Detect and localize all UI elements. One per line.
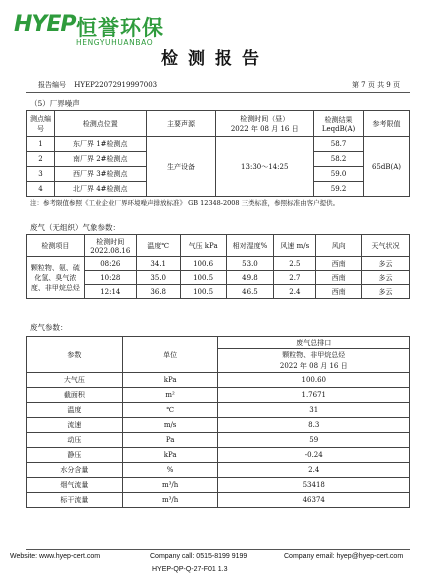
gas-cell: 烟气流量	[27, 478, 123, 493]
footer-phone: Company call: 0515-8199 9199	[150, 553, 248, 560]
weather-header: 相对湿度%	[226, 235, 274, 257]
noise-heading: （5）厂界噪声	[30, 99, 80, 108]
gas-cell: 31	[218, 403, 410, 418]
gas-cell: 100.60	[218, 373, 410, 388]
weather-header: 风向	[316, 235, 362, 257]
gas-heading: 废气参数：	[30, 323, 68, 332]
footer-website: Website: www.hyep-cert.com	[10, 553, 101, 560]
weather-header: 天气状况	[362, 235, 410, 257]
gas-cell: ℃	[122, 403, 218, 418]
gas-cell: Pa	[122, 433, 218, 448]
gas-cell: 2.4	[218, 463, 410, 478]
gas-cell: 8.3	[218, 418, 410, 433]
gas-cell: 流速	[27, 418, 123, 433]
gas-cell: kPa	[122, 448, 218, 463]
noise-cell: 59.2	[314, 182, 364, 197]
gas-header-param: 参数	[27, 337, 123, 373]
gas-cell: 标干流量	[27, 493, 123, 508]
weather-cell: 多云	[362, 285, 410, 299]
gas-cell: -0.24	[218, 448, 410, 463]
gas-cell: 水分含量	[27, 463, 123, 478]
gas-cell: m³/h	[122, 493, 218, 508]
gas-cell: 59	[218, 433, 410, 448]
noise-header-result: 检测结果 LeqdB(A)	[314, 111, 364, 137]
noise-cell: 北厂界 4#检测点	[54, 182, 146, 197]
weather-cell: 2.5	[274, 257, 316, 271]
page-number: 第 7 页 共 9 页	[351, 81, 400, 89]
noise-cell: 3	[27, 167, 55, 182]
logo-pinyin: HENGYUHUANBAO	[76, 38, 154, 47]
gas-cell: m³/h	[122, 478, 218, 493]
noise-cell: 西厂界 3#检测点	[54, 167, 146, 182]
weather-cell: 12:14	[84, 285, 136, 299]
weather-cell: 2.7	[274, 271, 316, 285]
gas-date: 2022 年 08 月 16 日	[218, 361, 410, 373]
weather-cell: 多云	[362, 271, 410, 285]
gas-cell: 53418	[218, 478, 410, 493]
footer-email: Company email: hyep@hyep-cert.com	[284, 553, 404, 560]
weather-header: 温度℃	[136, 235, 180, 257]
gas-cell: m²	[122, 388, 218, 403]
footer-form-code: HYEP-QP-Q-27-F01 1.3	[152, 566, 228, 573]
noise-header-limit: 参考限值	[364, 111, 410, 137]
gas-cell: 截面积	[27, 388, 123, 403]
weather-cell: 49.8	[226, 271, 274, 285]
weather-item: 颗粒物、氨、硫化氢、臭气浓度、非甲烷总烃	[27, 257, 85, 299]
header-rule	[26, 92, 410, 93]
page-title: 检测报告	[161, 49, 269, 69]
noise-cell: 59.0	[314, 167, 364, 182]
footer-rule	[26, 549, 410, 550]
weather-cell: 53.0	[226, 257, 274, 271]
report-no-label: 报告编号	[38, 81, 66, 89]
noise-cell: 58.2	[314, 152, 364, 167]
gas-cell: %	[122, 463, 218, 478]
noise-source: 生产设备	[146, 137, 216, 197]
weather-header: 检测项目	[27, 235, 85, 257]
weather-cell: 08:26	[84, 257, 136, 271]
noise-header-source: 主要声源	[146, 111, 216, 137]
weather-heading: 废气（无组织）气象参数：	[30, 223, 120, 232]
weather-header: 气压 kPa	[180, 235, 226, 257]
gas-cell: 大气压	[27, 373, 123, 388]
report-header	[26, 80, 410, 90]
noise-table	[26, 110, 410, 197]
gas-header-unit: 单位	[122, 337, 218, 373]
weather-cell: 多云	[362, 257, 410, 271]
gas-cell: 46374	[218, 493, 410, 508]
weather-cell: 100.6	[180, 257, 226, 271]
noise-header-location: 检测点位置	[54, 111, 146, 137]
weather-cell: 35.0	[136, 271, 180, 285]
noise-cell: 南厂界 2#检测点	[54, 152, 146, 167]
noise-cell: 58.7	[314, 137, 364, 152]
weather-cell: 46.5	[226, 285, 274, 299]
gas-cell: kPa	[122, 373, 218, 388]
logo-mark: HYEP	[14, 12, 76, 37]
weather-cell: 西南	[316, 271, 362, 285]
logo-chinese-name: 恒誉环保	[76, 16, 164, 40]
gas-cell: 1.7671	[218, 388, 410, 403]
gas-table	[26, 336, 410, 508]
gas-outlet: 废气总排口	[218, 337, 410, 349]
gas-cell: 温度	[27, 403, 123, 418]
weather-cell: 2.4	[274, 285, 316, 299]
weather-header: 检测时间 2022.08.16	[84, 235, 136, 257]
gas-cell: 静压	[27, 448, 123, 463]
weather-cell: 10:28	[84, 271, 136, 285]
noise-note: 注：参考限值参照《工业企业厂界环境噪声排放标准》 GB 12348-2008 三类标准，参照标准由客户提供。	[30, 199, 340, 207]
noise-header-time: 检测时间（昼） 2022 年 08 月 16 日	[216, 111, 314, 137]
gas-cell: m/s	[122, 418, 218, 433]
weather-cell: 西南	[316, 285, 362, 299]
gas-cell: 动压	[27, 433, 123, 448]
noise-limit: 65dB(A)	[364, 137, 410, 197]
noise-cell: 2	[27, 152, 55, 167]
noise-cell: 东厂界 1#检测点	[54, 137, 146, 152]
noise-cell: 4	[27, 182, 55, 197]
report-no: HYEP22072919997003	[74, 81, 158, 89]
weather-cell: 西南	[316, 257, 362, 271]
noise-cell: 1	[27, 137, 55, 152]
weather-header: 风速 m/s	[274, 235, 316, 257]
weather-cell: 34.1	[136, 257, 180, 271]
weather-table	[26, 234, 410, 299]
gas-pollutants: 颗粒物、非甲烷总烃	[218, 349, 410, 361]
noise-time: 13:30～14:25	[216, 137, 314, 197]
noise-header-no: 测点编号	[27, 111, 55, 137]
weather-cell: 36.8	[136, 285, 180, 299]
weather-cell: 100.5	[180, 271, 226, 285]
weather-cell: 100.5	[180, 285, 226, 299]
